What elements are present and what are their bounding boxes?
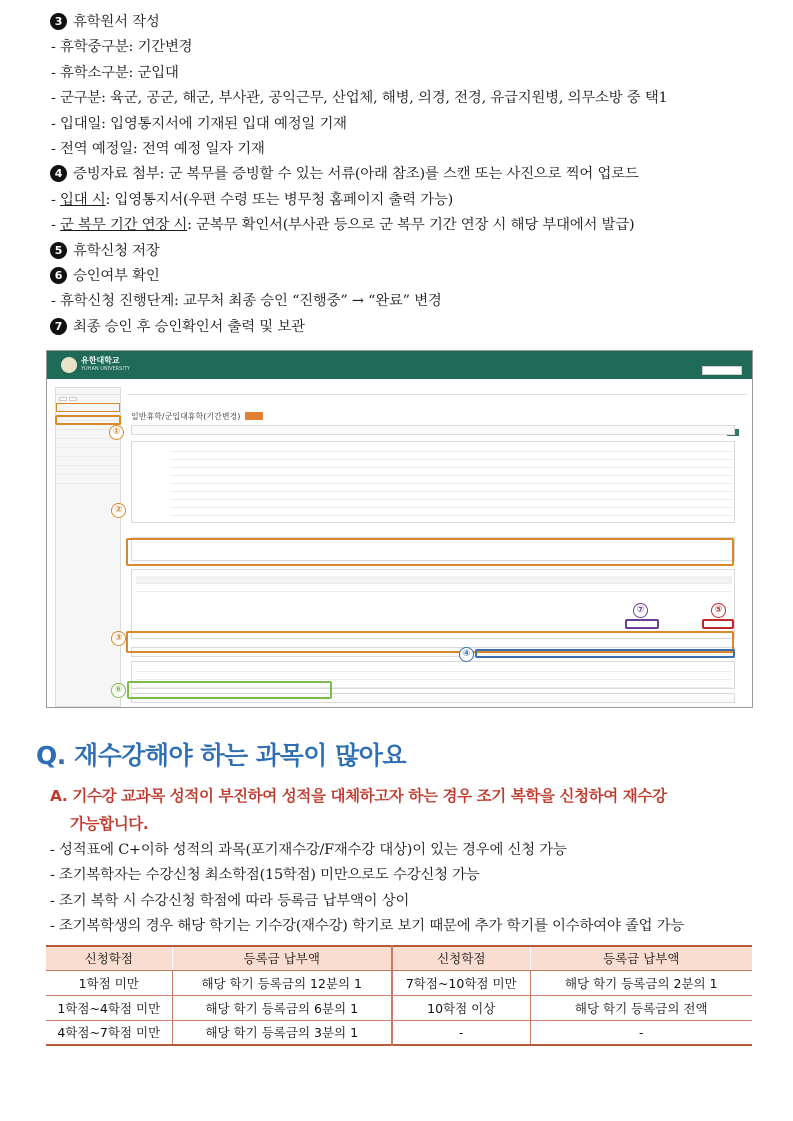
portal-action-button [245, 412, 263, 420]
sidebar-item [56, 448, 120, 457]
highlight-5 [702, 619, 734, 629]
faq-question: Q. 재수강해야 하는 과목이 많아요 [36, 741, 407, 770]
marker-4: ④ [459, 647, 474, 662]
sidebar-item [56, 439, 120, 448]
sidebar-item [56, 466, 120, 475]
portal-header [47, 351, 752, 379]
sidebar-header [56, 388, 120, 395]
marker-1: ① [109, 425, 124, 440]
step-detail: - 전역 예정일: 전역 예정 일자 기재 [51, 140, 265, 157]
step-detail: - 휴학중구분: 기간변경 [51, 39, 193, 56]
faq-bullet: - 성적표에 C+이하 성적의 과목(포기재수강/F재수강 대상)이 있는 경우에 신청 가능 [50, 842, 567, 858]
marker-2: ② [111, 503, 126, 518]
sidebar-item [56, 403, 120, 412]
step-detail: - 휴학소구분: 군입대 [51, 64, 179, 81]
step-6: 6 승인여부 확인 [50, 264, 750, 289]
faq-answer: A. 기수강 교과목 성적이 부진하여 성적을 대체하고자 하는 경우 조기 복학을 신청하여 재수강 가능합니다. [50, 787, 667, 833]
step-number-badge: 7 [50, 318, 67, 335]
portal-student-info [131, 441, 735, 523]
faq-bullet: - 조기 복학 시 수강신청 학점에 따라 등록금 납부액이 상이 [50, 892, 410, 909]
highlight-1 [55, 415, 121, 425]
portal-select [702, 366, 742, 375]
table-row: 1학점~4학점 미만 해당 학기 등록금의 6분의 1 10학점 이상 해당 학기 등록금의 전액 [46, 995, 752, 1020]
portal-screenshot [46, 350, 753, 708]
step-4: 4 증빙자료 첨부: 군 복무를 증빙할 수 있는 서류(아래 참조)를 스캔 또는 사진으로 찍어 업로드 [50, 162, 750, 187]
step-number-badge: 4 [50, 165, 67, 182]
step-detail: - 입대일: 입영통지서에 기재된 입대 예정일 기재 [51, 115, 347, 132]
marker-7: ⑦ [633, 603, 648, 618]
fee-table [46, 945, 752, 1046]
marker-6: ⑥ [111, 683, 126, 698]
step-detail: - 군 복무 기간 연장 시: 군복무 확인서(부사관 등으로 군 복무 기간 연장 시 해당 부대에서 발급) [51, 217, 635, 234]
faq-bullets [50, 838, 770, 940]
table-row: 4학점~7학점 미만 해당 학기 등록금의 3분의 1 - - [46, 1020, 752, 1045]
fee-table-header: 신청학점 등록금 납부액 신청학점 등록금 납부액 [46, 946, 752, 970]
step-detail: - 군구분: 육군, 공군, 해군, 부사관, 공익근무, 산업체, 해병, 의경, 전경, 유급지원병, 의무소방 중 택1 [51, 90, 668, 107]
marker-5: ⑤ [711, 603, 726, 618]
faq-bullet: - 조기복학자는 수강신청 최소학점(15학점) 미만으로도 수강신청 가능 [50, 867, 480, 884]
step-detail: - 입대 시: 입영통지서(우편 수령 또는 병무청 홈페이지 출력 가능) [51, 191, 454, 208]
step-5: 5 휴학신청 저장 [50, 239, 750, 264]
step-detail: - 휴학신청 진행단계: 교무처 최종 승인 “진행중” → “완료” 변경 [51, 293, 442, 310]
step-7: 7 최종 승인 후 승인확인서 출력 및 보관 [50, 315, 750, 340]
portal-search-bar [131, 425, 735, 435]
portal-page-title: 일반휴학/군입대휴학(기간변경) [131, 412, 241, 421]
sidebar-item [56, 475, 120, 484]
portal-tabbar [127, 385, 747, 395]
highlight-6 [127, 681, 332, 699]
table-row: 1학점 미만 해당 학기 등록금의 12분의 1 7학점~10학점 미만 해당 학기 등록금의 2분의 1 [46, 970, 752, 995]
steps-list [50, 10, 750, 340]
step-number-badge: 6 [50, 267, 67, 284]
step-number-badge: 5 [50, 242, 67, 259]
highlight-4 [475, 649, 735, 658]
step-number-badge: 3 [50, 13, 67, 30]
university-logo-icon [61, 357, 77, 373]
highlight-7 [625, 619, 659, 629]
sidebar-item [56, 457, 120, 466]
faq-bullet: - 조기복학생의 경우 해당 학기는 기수강(재수강) 학기로 보기 때문에 추가 학기를 이수하여야 졸업 가능 [50, 918, 685, 935]
highlight-2 [126, 538, 734, 566]
marker-3: ③ [111, 631, 126, 646]
step-3: 3 휴학원서 작성 [50, 10, 750, 35]
portal-brand: 유한대학교 YUHAN UNIVERSITY [81, 356, 130, 372]
sidebar-tabs [56, 395, 120, 403]
